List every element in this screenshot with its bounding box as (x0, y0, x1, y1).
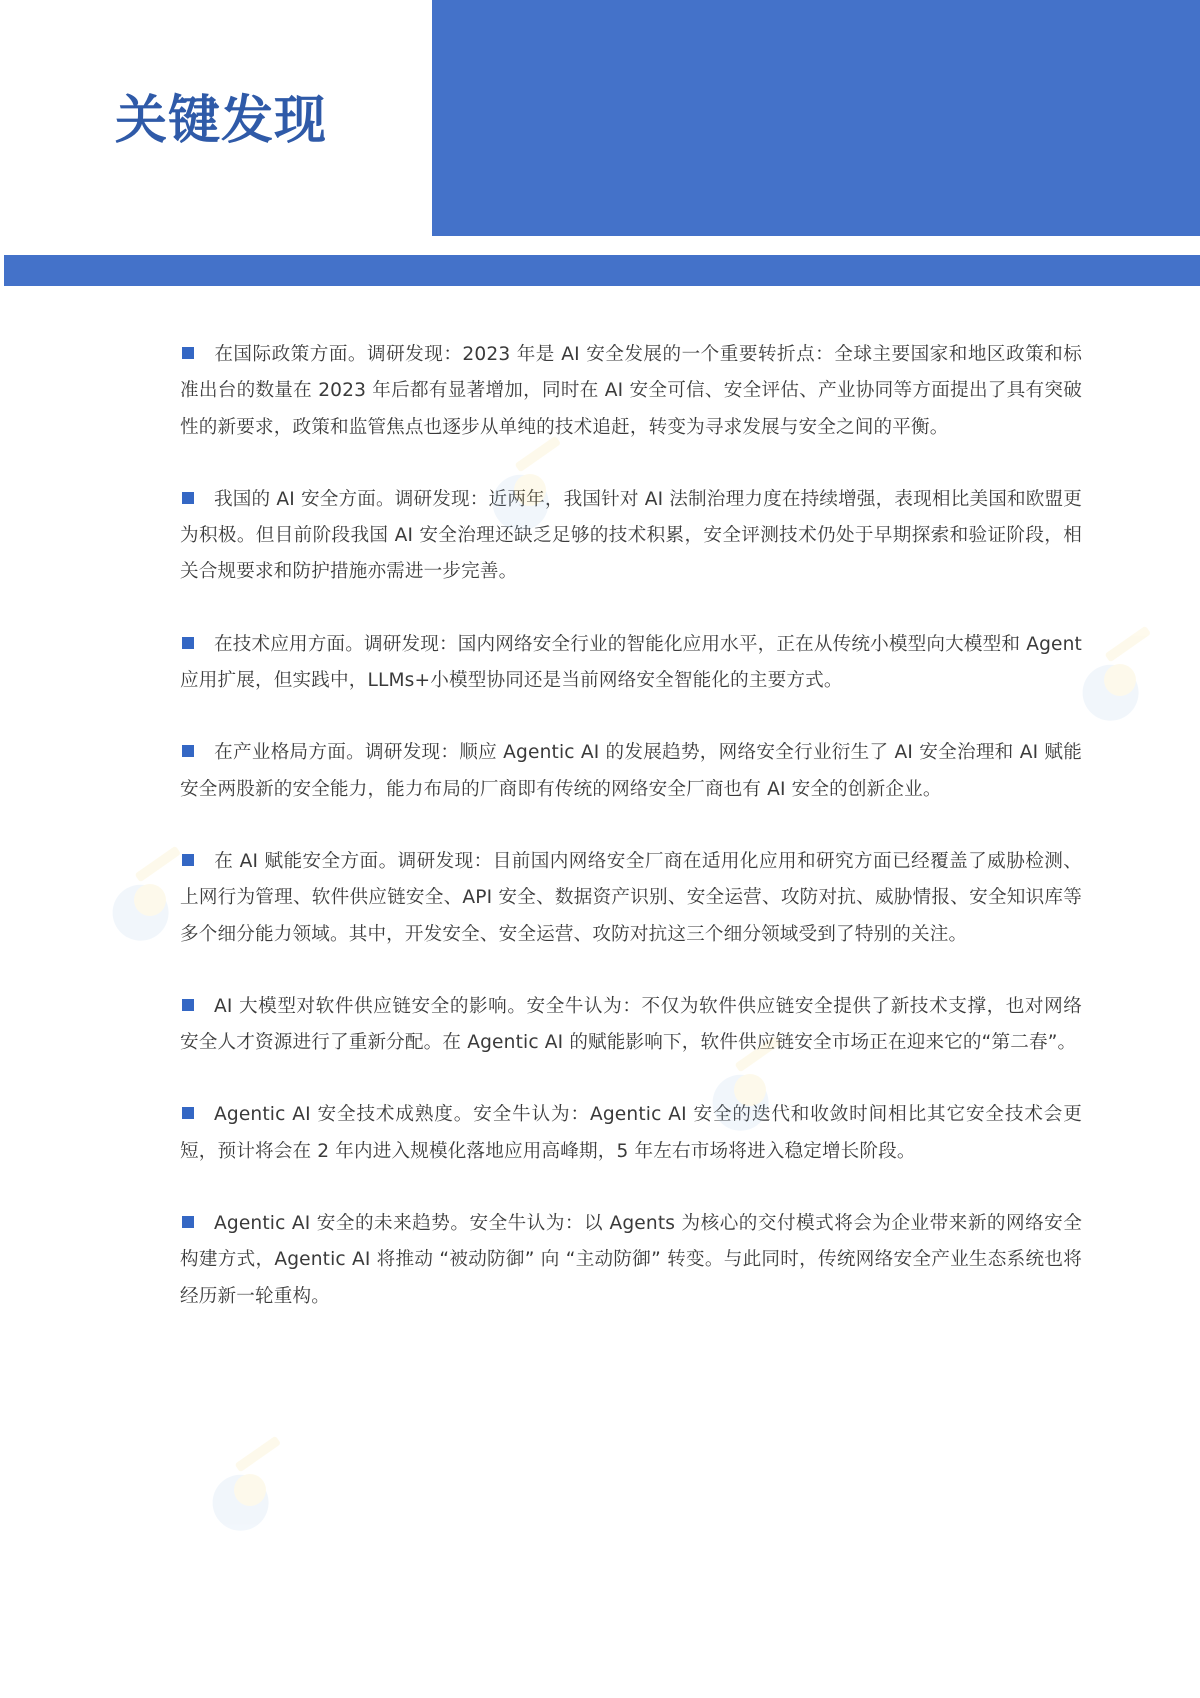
finding-item (180, 735, 1082, 808)
square-bullet-icon (182, 854, 194, 866)
square-bullet-icon (182, 1107, 194, 1119)
square-bullet-icon (182, 999, 194, 1011)
header-blue-block (432, 0, 1200, 236)
finding-text: AI 大模型对软件供应链安全的影响。安全牛认为：不仅为软件供应链安全提供了新技术支撑，也对网络安全人才资源进行了重新分配。在 Agentic AI 的赋能影响下，软件供应链安全市场正在迎来它的“第二春”。 (180, 995, 1082, 1054)
finding-text: 在产业格局方面。调研发现：顺应 Agentic AI 的发展趋势，网络安全行业衍生了 AI 安全治理和 AI 赋能安全两股新的安全能力，能力布局的厂商即有传统的网络安全厂商也有 AI 安全的创新企业。 (180, 742, 1082, 800)
finding-text: 在 AI 赋能安全方面。调研发现：目前国内网络安全厂商在适用化应用和研究方面已经覆盖了威胁检测、上网行为管理、软件供应链安全、API 安全、数据资产识别、安全运营、攻防对抗、威胁情报、安全知识库等多个细分能力领域。其中，开发安全、安全运营、攻防对抗这三个细分领域受到了特别的关注。 (180, 850, 1082, 945)
findings-list (180, 337, 1082, 1351)
square-bullet-icon (182, 347, 194, 359)
finding-item (180, 337, 1082, 446)
square-bullet-icon (182, 637, 194, 649)
finding-item (180, 844, 1082, 953)
finding-text: 我国的 AI 安全方面。调研发现：近两年，我国针对 AI 法制治理力度在持续增强，表现相比美国和欧盟更为积极。但目前阶段我国 AI 安全治理还缺乏足够的技术积累，安全评测技术仍处于早期探索和验证阶段，相关合规要求和防护措施亦需进一步完善。 (180, 488, 1082, 583)
header-blue-band (4, 255, 1200, 286)
square-bullet-icon (182, 492, 194, 504)
finding-item (180, 627, 1082, 700)
square-bullet-icon (182, 745, 194, 757)
page-title: 关键发现 (115, 91, 328, 151)
watermark-logo-icon (190, 1430, 310, 1550)
finding-item (180, 1206, 1082, 1315)
finding-text: 在技术应用方面。调研发现：国内网络安全行业的智能化应用水平，正在从传统小模型向大模型和 Agent 应用扩展，但实践中，LLMs+小模型协同还是当前网络安全智能化的主要方式。 (180, 633, 1082, 692)
finding-item (180, 1097, 1082, 1170)
finding-text: Agentic AI 安全的未来趋势。安全牛认为：以 Agents 为核心的交付模式将会为企业带来新的网络安全构建方式，Agentic AI 将推动 “被动防御” 向 “主动防御” 转变。与此同时，传统网络安全产业生态系统也将经历新一轮重构。 (180, 1213, 1082, 1307)
finding-text: 在国际政策方面。调研发现：2023 年是 AI 安全发展的一个重要转折点：全球主要国家和地区政策和标准出台的数量在 2023 年后都有显著增加，同时在 AI 安全可信、安全评估、产业协同等方面提出了具有突破性的新要求，政策和监管焦点也逐步从单纯的技术追赶，转变为寻求发展与安全之间的平衡。 (180, 344, 1082, 438)
finding-text: Agentic AI 安全技术成熟度。安全牛认为：Agentic AI 安全的迭代和收敛时间相比其它安全技术会更短，预计将会在 2 年内进入规模化落地应用高峰期，5 年左右市场将进入稳定增长阶段。 (180, 1104, 1082, 1162)
finding-item (180, 482, 1082, 591)
square-bullet-icon (182, 1216, 194, 1228)
finding-item (180, 989, 1082, 1062)
